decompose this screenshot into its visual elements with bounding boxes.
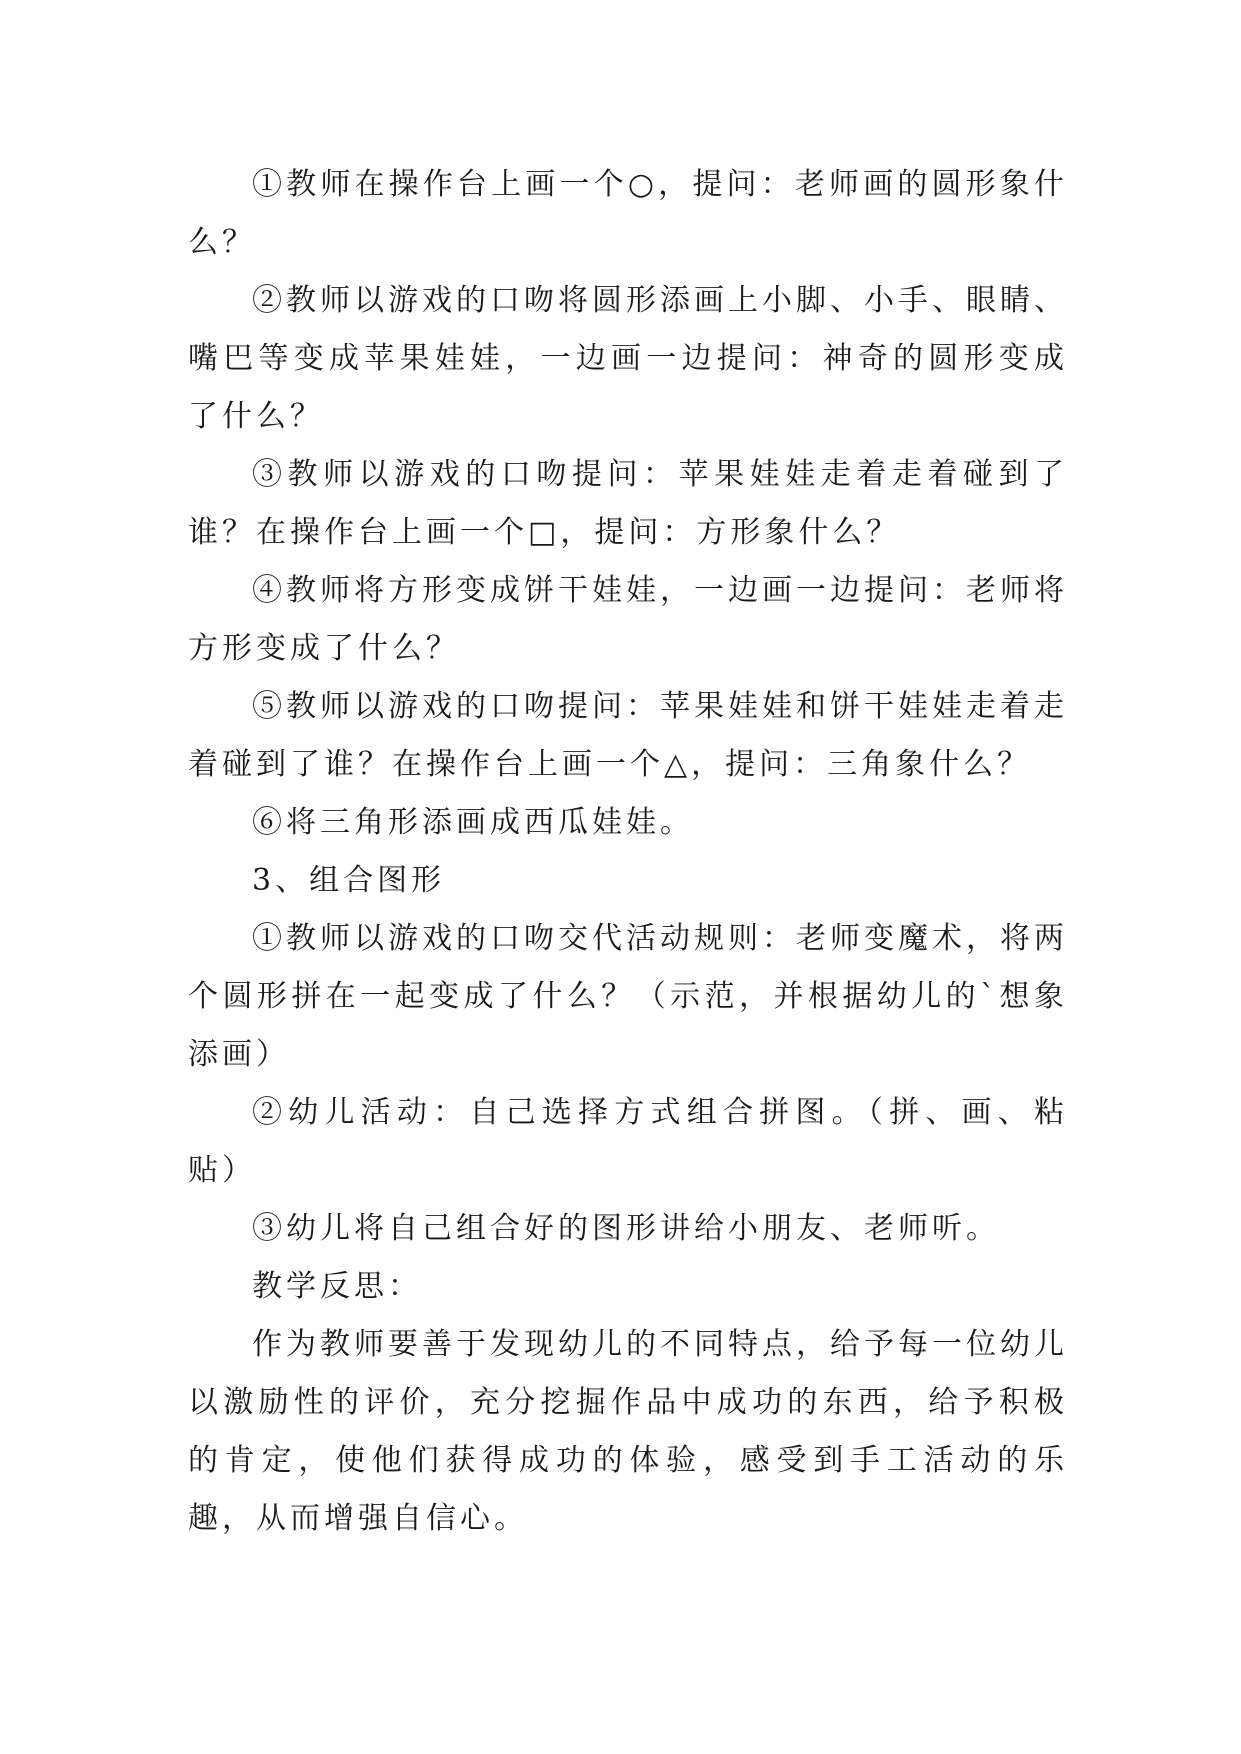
paragraph: ②教师以游戏的口吻将圆形添画上小脚、小手、眼睛、嘴巴等变成苹果娃娃，一边画一边提问：神奇的圆形变成了什么？ — [188, 283, 1068, 434]
document-body — [188, 156, 1068, 1548]
paragraph: 作为教师要善于发现幼儿的不同特点，给予每一位幼儿以激励性的评价，充分挖掘作品中成功的东西，给予积极的肯定，使他们获得成功的体验，感受到手工活动的乐趣，从而增强自信心。 — [188, 1327, 1068, 1536]
paragraph: ⑤教师以游戏的口吻提问：苹果娃娃和饼干娃娃走着走着碰到了谁？在操作台上画一个△，提问：三角象什么？ — [188, 689, 1068, 782]
paragraph: ①教师在操作台上画一个○，提问：老师画的圆形象什么？ — [188, 167, 1068, 260]
paragraph: ③教师以游戏的口吻提问：苹果娃娃走着走着碰到了谁？在操作台上画一个□，提问：方形象什么？ — [188, 457, 1068, 550]
paragraph: ②幼儿活动：自己选择方式组合拼图。（拼、画、粘贴） — [188, 1095, 1068, 1188]
section-heading: 3、组合图形 — [252, 863, 446, 898]
paragraph: ④教师将方形变成饼干娃娃，一边画一边提问：老师将方形变成了什么？ — [188, 573, 1068, 666]
section-heading: 教学反思： — [252, 1269, 422, 1304]
paragraph: ③幼儿将自己组合好的图形讲给小朋友、老师听。 — [252, 1211, 1000, 1246]
paragraph: ⑥将三角形添画成西瓜娃娃。 — [252, 805, 694, 840]
paragraph: ①教师以游戏的口吻交代活动规则：老师变魔术，将两个圆形拼在一起变成了什么？（示范，并根据幼儿的`想象添画） — [188, 921, 1068, 1072]
